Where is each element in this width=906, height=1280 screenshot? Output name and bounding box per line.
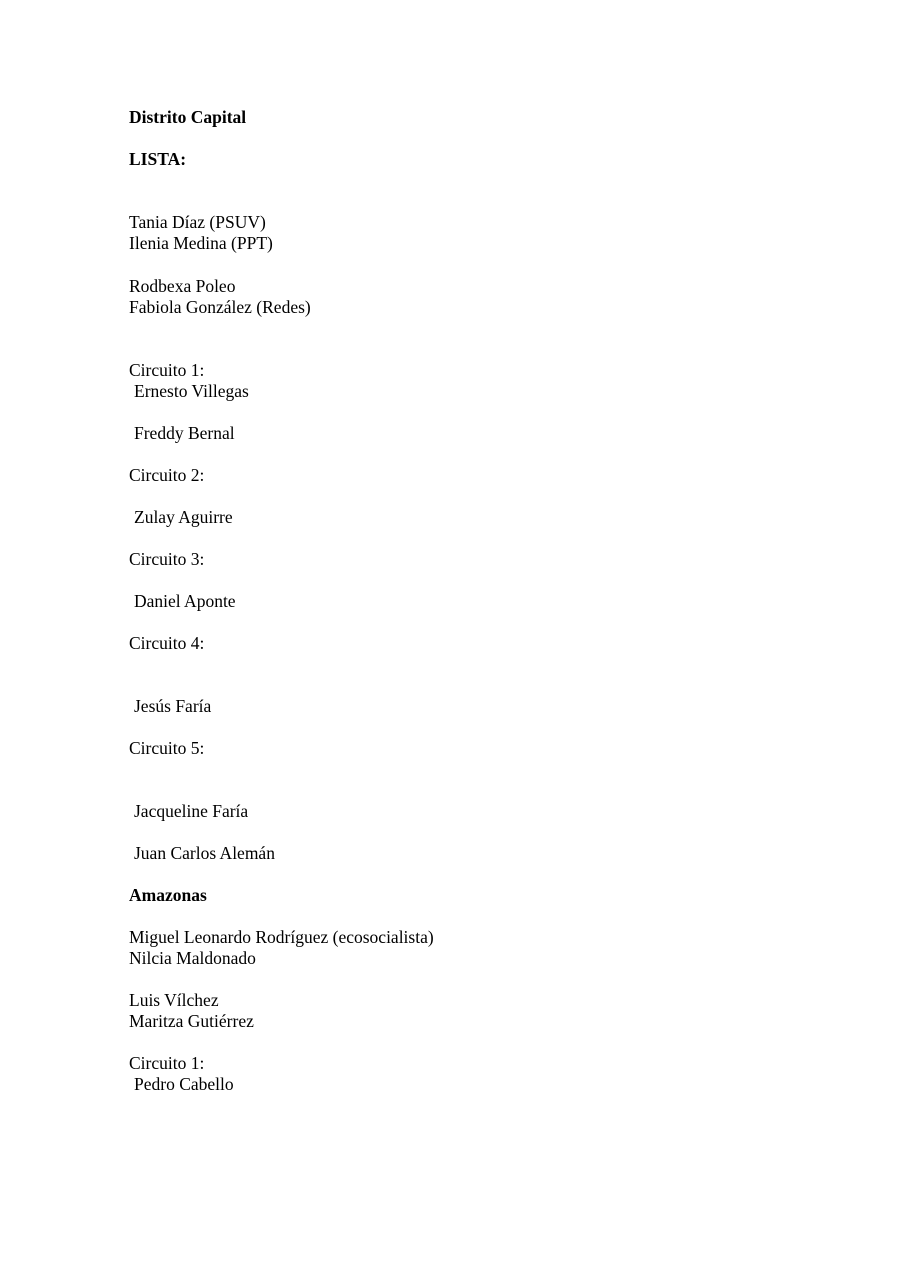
candidate-name: Freddy Bernal xyxy=(134,423,235,443)
circuit-label: Circuito 1: xyxy=(129,1053,205,1073)
list-item: Luis Vílchez xyxy=(129,990,219,1010)
list-item: Ilenia Medina (PPT) xyxy=(129,233,273,253)
circuit-label: Circuito 2: xyxy=(129,465,205,485)
section-heading: Distrito Capital xyxy=(129,107,247,127)
list-item: Miguel Leonardo Rodríguez (ecosocialista) xyxy=(129,927,434,947)
candidate-name: Juan Carlos Alemán xyxy=(134,843,275,863)
list-item: Maritza Gutiérrez xyxy=(129,1011,254,1031)
list-item: Nilcia Maldonado xyxy=(129,948,256,968)
circuit-label: Circuito 4: xyxy=(129,633,205,653)
candidate-name: Ernesto Villegas xyxy=(134,381,249,401)
candidate-name: Jacqueline Faría xyxy=(134,801,249,821)
candidate-name: Daniel Aponte xyxy=(134,591,236,611)
candidate-name: Jesús Faría xyxy=(134,696,212,716)
circuit-label: Circuito 3: xyxy=(129,549,205,569)
circuit-label: Circuito 1: xyxy=(129,360,205,380)
list-item: Fabiola González (Redes) xyxy=(129,297,311,317)
section-heading: Amazonas xyxy=(129,885,207,905)
list-item: Tania Díaz (PSUV) xyxy=(129,212,266,232)
list-label: LISTA: xyxy=(129,149,187,169)
candidate-name: Zulay Aguirre xyxy=(134,507,233,527)
list-item: Rodbexa Poleo xyxy=(129,276,236,296)
candidate-name: Pedro Cabello xyxy=(134,1074,234,1094)
circuit-label: Circuito 5: xyxy=(129,738,205,758)
